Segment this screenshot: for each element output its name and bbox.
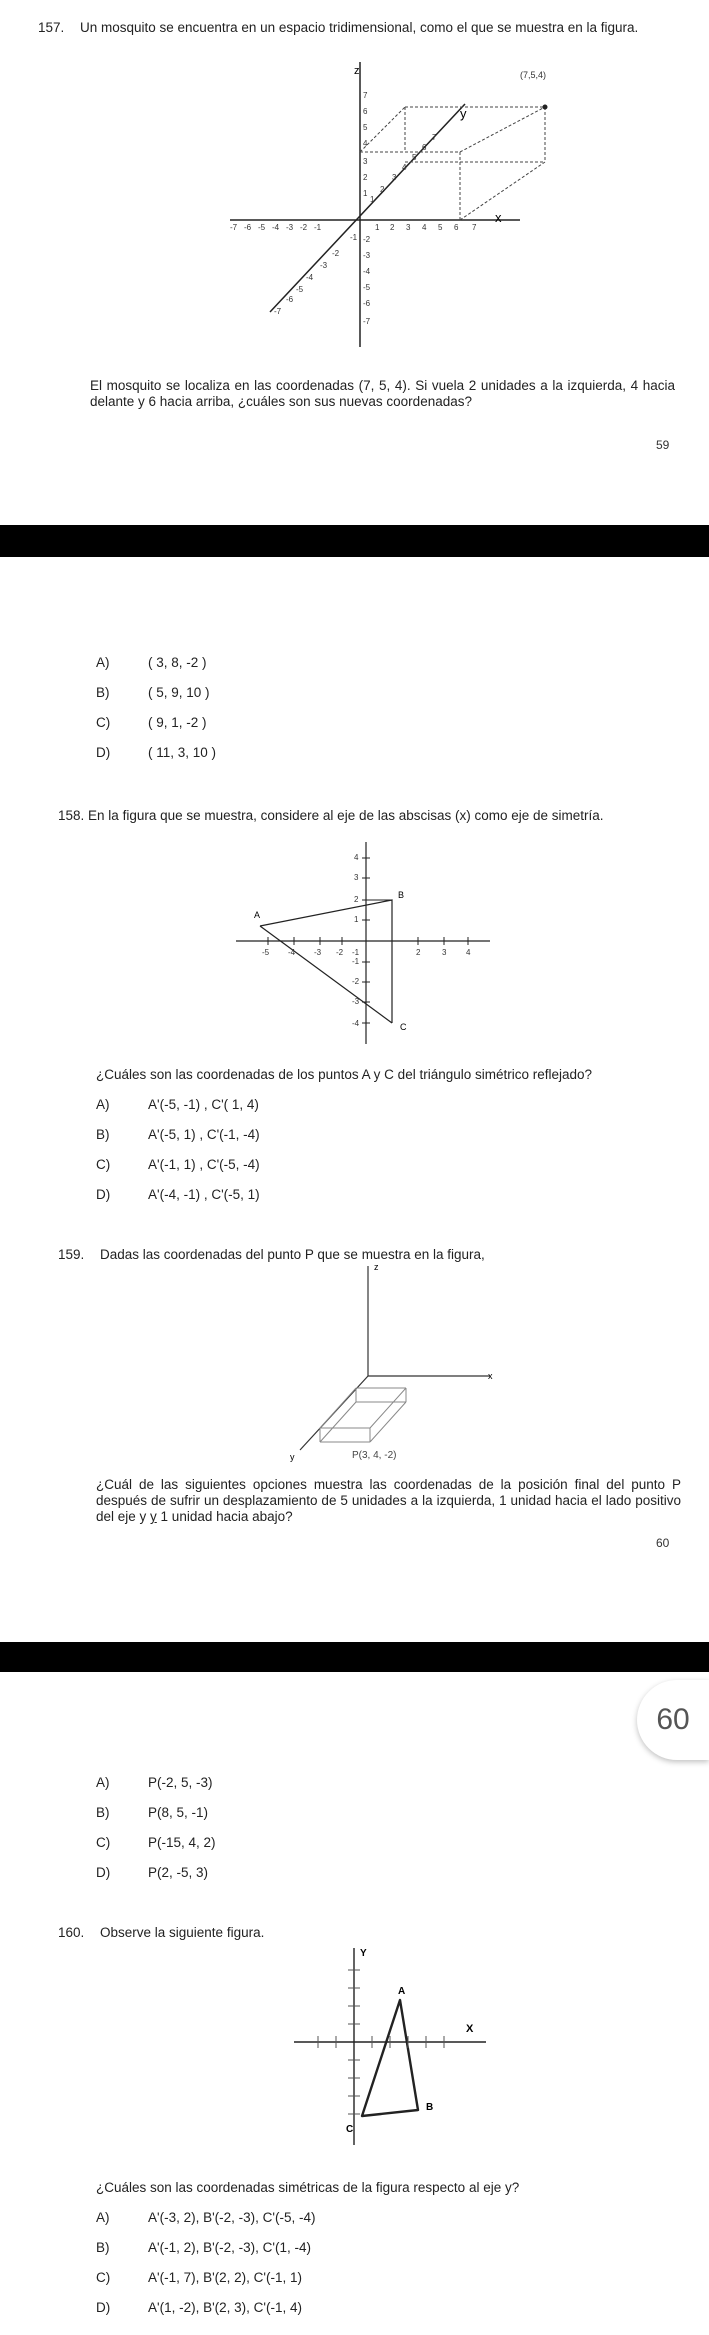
svg-text:2: 2	[354, 895, 359, 904]
svg-text:-5: -5	[258, 223, 266, 232]
svg-text:-4: -4	[272, 223, 280, 232]
svg-text:7: 7	[432, 133, 437, 142]
q160-title-text: Observe la siguiente figura.	[100, 1925, 265, 1940]
q160-option-b[interactable]: B) A'(-1, 2), B'(-2, -3), C'(1, -4)	[96, 2240, 312, 2255]
svg-text:2: 2	[390, 223, 395, 232]
q159-option-c[interactable]: C) P(-15, 4, 2)	[96, 1835, 216, 1850]
q159-body-y: y	[150, 1509, 157, 1524]
q157-point-label: (7,5,4)	[520, 70, 547, 80]
q159-option-d[interactable]: D) P(2, -5, 3)	[96, 1865, 209, 1880]
q160-label-c: C	[346, 2124, 354, 2135]
svg-text:-1: -1	[314, 223, 322, 232]
q157-option-b[interactable]: B) ( 5, 9, 10 )	[96, 685, 210, 700]
svg-text:-2: -2	[300, 223, 308, 232]
svg-text:-1: -1	[352, 957, 360, 966]
q160-number: 160.	[58, 1925, 85, 1940]
svg-text:-5: -5	[262, 948, 270, 957]
svg-text:3: 3	[392, 173, 397, 182]
svg-text:5: 5	[412, 153, 417, 162]
svg-text:6: 6	[422, 143, 427, 152]
page-break-bar-1	[0, 525, 709, 557]
q157-axis-x: x	[495, 210, 502, 225]
q157-axis-z: z	[354, 65, 360, 77]
q157-3d-figure	[220, 62, 560, 352]
svg-text:-5: -5	[363, 283, 371, 292]
q158-question: ¿Cuáles son las coordenadas de los puntos A y C del triángulo simétrico reflejado?	[96, 1067, 593, 1082]
svg-text:5: 5	[363, 123, 368, 132]
svg-text:1: 1	[354, 915, 359, 924]
svg-text:5: 5	[438, 223, 443, 232]
svg-text:4: 4	[402, 163, 407, 172]
q157-body: El mosquito se localiza en las coordenadas (7, 5, 4). Si vuela 2 unidades a la izquierda, 4 hacia delante y 6 hacia arriba, ¿cuáles son sus nuevas coordenadas?	[90, 378, 675, 409]
page-break-bar-2	[0, 1642, 709, 1672]
q157-number: 157.	[38, 20, 65, 35]
svg-text:-3: -3	[286, 223, 294, 232]
svg-text:-4: -4	[306, 273, 314, 282]
svg-text:7: 7	[363, 91, 368, 100]
svg-text:-4: -4	[352, 1019, 360, 1028]
svg-text:6: 6	[454, 223, 459, 232]
q158-option-a[interactable]: A) A'(-5, -1) , C'( 1, 4)	[96, 1097, 259, 1112]
q157-axis-y: y	[460, 106, 467, 121]
q157-title-text: Un mosquito se encuentra en un espacio tridimensional, como el que se muestra en la figura.	[80, 20, 639, 35]
svg-text:1: 1	[370, 195, 375, 204]
svg-text:-1: -1	[350, 233, 358, 242]
q157-option-c[interactable]: C) ( 9, 1, -2 )	[96, 715, 207, 730]
svg-text:4: 4	[422, 223, 427, 232]
svg-text:2: 2	[380, 185, 385, 194]
svg-text:7: 7	[472, 223, 477, 232]
q158-option-c[interactable]: C) A'(-1, 1) , C'(-5, -4)	[96, 1157, 260, 1172]
q160-plane-figure	[290, 1940, 490, 2150]
svg-text:-3: -3	[352, 997, 360, 1006]
svg-text:-7: -7	[274, 307, 282, 316]
q160-axis-y: Y	[360, 1948, 367, 1959]
svg-text:-6: -6	[363, 299, 371, 308]
svg-text:3: 3	[363, 157, 368, 166]
q158-label-a: A	[254, 910, 261, 920]
q158-title-text: En la figura que se muestra, considere al eje de las abscisas (x) como eje de simetría.	[88, 808, 604, 823]
svg-text:3: 3	[354, 873, 359, 882]
svg-text:1: 1	[375, 223, 380, 232]
svg-text:-2: -2	[363, 235, 371, 244]
q158-plane-figure	[232, 838, 494, 1048]
svg-text:2: 2	[363, 173, 368, 182]
q157-option-a[interactable]: A) ( 3, 8, -2 )	[96, 655, 207, 670]
q158-label-b: B	[398, 890, 405, 900]
svg-text:4: 4	[363, 139, 368, 148]
q159-number: 159.	[58, 1247, 85, 1262]
svg-text:1: 1	[363, 189, 368, 198]
q160-axis-x: X	[466, 2023, 474, 2035]
page-tab-number: 60	[637, 1680, 709, 1760]
q159-axis-x: x	[488, 1371, 493, 1381]
q157-title	[38, 20, 678, 36]
svg-text:6: 6	[363, 107, 368, 116]
svg-text:-3: -3	[363, 251, 371, 260]
q159-option-b[interactable]: B) P(8, 5, -1)	[96, 1805, 209, 1820]
q160-label-b: B	[426, 2102, 434, 2113]
svg-text:-6: -6	[244, 223, 252, 232]
q159-body: ¿Cuál de las siguientes opciones muestra las coordenadas de la posición final del punto P después de sufrir un desplazamiento de 5 unidades a la izquierda, 1 unidad hacia el lado positivo del eje y y 1 unidad hacia abajo?	[96, 1477, 681, 1524]
svg-text:-2: -2	[352, 977, 360, 986]
svg-text:-6: -6	[286, 295, 294, 304]
q157-page-number: 59	[656, 438, 670, 452]
q160-option-a[interactable]: A) A'(-3, 2), B'(-2, -3), C'(-5, -4)	[96, 2210, 316, 2225]
q160-option-d[interactable]: D) A'(1, -2), B'(2, 3), C'(-1, 4)	[96, 2300, 303, 2315]
q159-option-a[interactable]: A) P(-2, 5, -3)	[96, 1775, 213, 1790]
svg-text:2: 2	[416, 948, 421, 957]
svg-text:-1: -1	[352, 948, 360, 957]
q158-option-b[interactable]: B) A'(-5, 1) , C'(-1, -4)	[96, 1127, 260, 1142]
q160-title	[58, 1925, 678, 1941]
svg-text:-7: -7	[230, 223, 238, 232]
q158-label-c: C	[400, 1022, 407, 1032]
q158-number: 158.	[58, 808, 85, 823]
q157-option-d[interactable]: D) ( 11, 3, 10 )	[96, 745, 217, 760]
svg-text:-4: -4	[363, 267, 371, 276]
svg-text:-4: -4	[288, 948, 296, 957]
q159-page-number: 60	[656, 1536, 670, 1550]
svg-text:-2: -2	[332, 249, 340, 258]
svg-text:-3: -3	[314, 948, 322, 957]
svg-text:-7: -7	[363, 317, 371, 326]
svg-text:-2: -2	[336, 948, 344, 957]
svg-text:-5: -5	[296, 285, 304, 294]
svg-text:4: 4	[354, 853, 359, 862]
svg-text:4: 4	[466, 948, 471, 957]
q159-axis-z: z	[374, 1262, 379, 1272]
q159-axis-y: y	[290, 1452, 295, 1462]
q157-point	[543, 105, 548, 110]
svg-text:3: 3	[406, 223, 411, 232]
q160-question: ¿Cuáles son las coordenadas simétricas de la figura respecto al eje y?	[96, 2180, 520, 2195]
q159-point-label: P(3, 4, -2)	[352, 1450, 397, 1461]
q158-option-d[interactable]: D) A'(-4, -1) , C'(-5, 1)	[96, 1187, 260, 1202]
q160-label-a: A	[398, 1986, 406, 1997]
q160-option-c[interactable]: C) A'(-1, 7), B'(2, 2), C'(-1, 1)	[96, 2270, 303, 2285]
q159-title-text: Dadas las coordenadas del punto P que se muestra en la figura,	[100, 1247, 485, 1262]
q159-3d-figure	[270, 1258, 510, 1468]
svg-text:-3: -3	[320, 261, 328, 270]
q158-title	[58, 808, 678, 824]
svg-text:3: 3	[442, 948, 447, 957]
